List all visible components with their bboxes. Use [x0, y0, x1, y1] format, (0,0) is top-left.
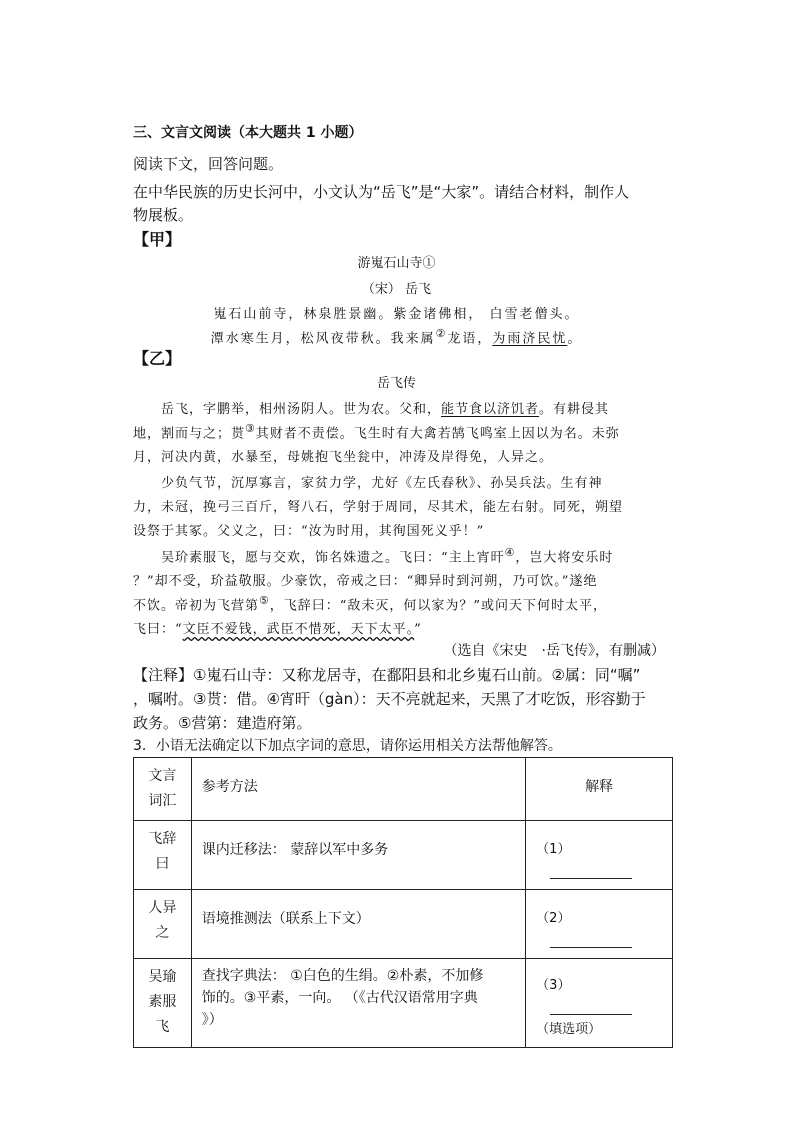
- passage-line: [133, 594, 653, 613]
- header-text: 解释: [585, 779, 614, 795]
- passage-text: 飞曰：“: [133, 622, 183, 637]
- method-cell: [191, 821, 525, 890]
- answer-hint: （填选项）: [536, 1022, 602, 1037]
- method-text: 课内迁移法： 蒙辞以军中多务: [201, 842, 389, 858]
- poem-title: 游嵬石山寺①: [357, 256, 436, 271]
- poem-author: （宋） 岳飞: [361, 282, 432, 297]
- word-text: 飞: [155, 1019, 170, 1035]
- passage-line: [133, 546, 653, 565]
- section-title: 三、文言文阅读（本大题共 1 小题）: [133, 125, 363, 141]
- part-b-marker: 【乙】: [133, 349, 182, 368]
- poem-text: 。: [567, 331, 583, 347]
- part-a-marker: 【甲】: [133, 230, 182, 249]
- passage-line: [133, 398, 653, 417]
- answer-blank[interactable]: [550, 933, 632, 948]
- wavy-underlined-phrase: 文臣不爱钱，武臣不惜死，天下太平。: [182, 622, 415, 637]
- poem-line: 嵬石山前寺，林泉胜景幽。紫金诸佛相， 白雪老僧头。: [213, 307, 580, 322]
- poem-text: 龙语，: [447, 331, 493, 347]
- question-text: 3．小语无法确定以下加点字词的意思，请你运用相关方法帮他解答。: [133, 738, 562, 754]
- passage-source: （选自《宋史 ·岳飞传》，有删减）: [443, 643, 665, 659]
- method-text: 》）: [201, 1012, 223, 1028]
- word-text: 之: [155, 925, 170, 941]
- method-cell: [191, 890, 525, 959]
- header-word-cell: [134, 758, 192, 821]
- answer-cell[interactable]: [526, 959, 673, 1048]
- method-cell: [191, 959, 525, 1048]
- answer-table: [133, 757, 673, 1048]
- answer-label: （3）: [536, 978, 571, 993]
- word-cell: [134, 959, 192, 1048]
- passage-text: 岳飞，字鹏举，相州汤阴人。世为农。父和，: [133, 402, 442, 417]
- method-text: 饰的。③平素，一向。 （《古代汉语常用字典: [201, 990, 478, 1006]
- table-row: [134, 821, 673, 890]
- passage-line: ？”却不受，玠益敬服。少豪饮，帝戒之曰：“卿异时到河朔，乃可饮。”遂绝: [133, 574, 598, 589]
- instruction-line: 阅读下文，回答问题。: [133, 155, 284, 173]
- passage-text: 其财者不责偿。飞生时有大禽若鹄飞鸣室上因以为名。未弥: [255, 426, 620, 442]
- table-header-row: [134, 758, 673, 821]
- header-text: 文言: [148, 768, 177, 784]
- answer-cell[interactable]: [526, 821, 673, 890]
- footnote-mark: ④: [504, 546, 516, 559]
- word-cell: [134, 890, 192, 959]
- word-text: 曰: [155, 856, 170, 872]
- table-row: [134, 890, 673, 959]
- poem-line: [0, 327, 793, 346]
- passage-title: 岳飞传: [376, 376, 416, 391]
- passage-line: 力，未冠，挽弓三百斤，弩八石，学射于周同，尽其术，能左右射。同死，朔望: [133, 500, 624, 515]
- passage-line: 少负气节，沉厚寡言，家贫力学，尤好《左氏春秋》、孙吴兵法。生有神: [133, 476, 603, 491]
- passage-text: ”: [414, 622, 422, 637]
- passage-text: ，飞辞曰：“敌未灭，何以家为？”或问天下何时太平，: [269, 598, 608, 614]
- passage-line: 设祭于其冢。父义之，曰：“汝为时用，其徇国死义乎！”: [133, 524, 485, 539]
- passage-text: 地，割而与之；贳: [133, 426, 246, 442]
- notes-line: 【注释】①嵬石山寺：又称龙居寺，在鄱阳县和北乡嵬石山前。②属：同“嘱”: [133, 666, 641, 684]
- answer-blank[interactable]: [550, 864, 632, 879]
- poem-text: 潭水寒生月，松风夜带秋。我来属: [210, 331, 436, 347]
- table-row: [134, 959, 673, 1048]
- passage-text: 吴玠素服飞，愿与交欢，饰名姝遗之。飞曰：“主上宵旰: [133, 550, 505, 566]
- passage-line: [133, 618, 653, 637]
- header-method-cell: [191, 758, 525, 821]
- passage-text: 不饮。帝初为飞营第: [133, 598, 260, 614]
- method-text: 查找字典法： ①白色的生绢。②朴素，不加修: [201, 968, 484, 984]
- footnote-mark: ②: [435, 327, 448, 340]
- answer-cell[interactable]: [526, 890, 673, 959]
- instruction-line: 物展板。: [133, 206, 194, 224]
- answer-blank[interactable]: [550, 1000, 632, 1015]
- passage-line: 月，河决内黄，水暴至，母姚抱飞坐瓮中，冲涛及岸得免，人异之。: [133, 450, 554, 465]
- word-text: 吴瑜: [148, 969, 177, 985]
- passage-text: 。有耕侵其: [539, 402, 610, 417]
- word-cell: [134, 821, 192, 890]
- word-text: 人异: [148, 900, 177, 916]
- header-text: 词汇: [148, 793, 177, 809]
- header-text: 参考方法: [201, 779, 258, 795]
- answer-label: （1）: [536, 842, 571, 857]
- notes-line: ，嘱咐。③贳：借。④宵旰（gàn）：天不亮就起来，天黑了才吃饭，形容勤于: [133, 690, 646, 708]
- footnote-mark: ③: [245, 422, 256, 435]
- footnote-mark: ⑤: [259, 594, 270, 607]
- underlined-phrase: 为雨济民忧: [492, 331, 568, 347]
- notes-line: 政务。⑤营第：建造府第。: [133, 714, 312, 732]
- method-text: 语境推测法（联系上下文）: [201, 911, 370, 927]
- header-answer-cell: [526, 758, 673, 821]
- passage-line: [133, 422, 653, 441]
- word-text: 素服: [148, 994, 177, 1010]
- word-text: 飞辞: [148, 831, 177, 847]
- instruction-line: 在中华民族的历史长河中，小文认为“岳飞”是“大家”。请结合材料，制作人: [133, 183, 630, 201]
- passage-text: ，岂大将安乐时: [515, 550, 614, 566]
- underlined-phrase: 能节食以济饥者: [441, 402, 540, 417]
- answer-label: （2）: [536, 911, 571, 926]
